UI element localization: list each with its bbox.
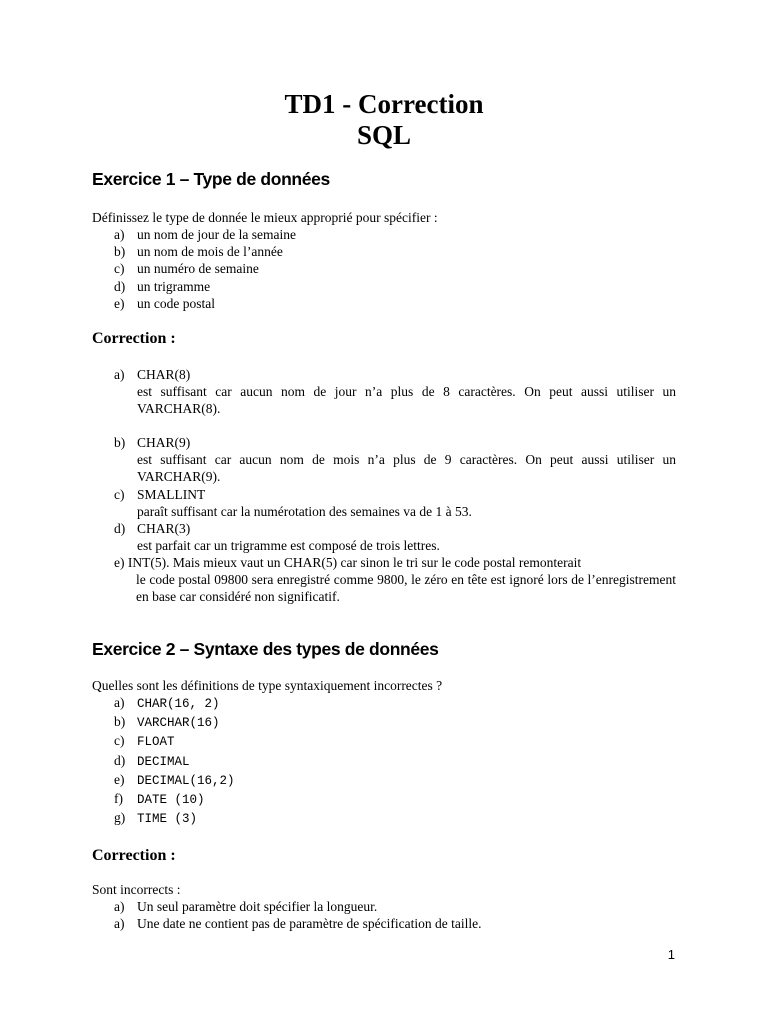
list-item xyxy=(114,771,235,790)
correction-item-label: e) xyxy=(114,555,125,570)
correction-item-type: INT(5). Mais mieux vaut un CHAR(5) car sinon le tri sur le code postal remonterait xyxy=(127,555,582,570)
list-item-text: un nom de mois de l’année xyxy=(137,244,283,260)
correction-item-text: paraît suffisant car la numérotation des semaines va de 1 à 53. xyxy=(137,504,472,520)
list-item xyxy=(114,226,296,243)
list-item-text: Un seul paramètre doit spécifier la longueur. xyxy=(137,899,378,914)
list-item-code: DECIMAL xyxy=(137,754,190,769)
list-item-code: TIME (3) xyxy=(137,812,198,827)
correction-item xyxy=(114,486,676,520)
correction-item-text: le code postal 09800 sera enregistré comme 9800, le zéro en tête est ignoré lors de l’enregistrement en base car considéré non significatif. xyxy=(136,572,676,605)
list-item-code: VARCHAR(16) xyxy=(137,716,220,731)
correction-item-label: a) xyxy=(114,367,125,382)
correction-item-text: est parfait car un trigramme est composé de trois lettres. xyxy=(137,538,440,554)
list-item-label: a) xyxy=(114,695,125,710)
correction-item-label: c) xyxy=(114,487,125,502)
exercise-2-intro: Quelles sont les définitions de type syntaxiquement incorrectes ? xyxy=(92,678,443,693)
list-item xyxy=(114,295,296,312)
list-item xyxy=(114,713,235,732)
correction-item-type: CHAR(8) xyxy=(137,367,191,382)
correction-item-first-line xyxy=(114,554,676,571)
list-item-label: e) xyxy=(114,295,125,311)
document-subtitle: SQL xyxy=(356,120,412,150)
list-item xyxy=(114,694,235,713)
list-item xyxy=(114,278,296,295)
document-title: TD1 - Correction xyxy=(284,89,484,119)
list-item-text: Une date ne contient pas de paramètre de spécification de taille. xyxy=(137,916,482,932)
list-item-label: d) xyxy=(114,278,126,294)
exercise-1-heading: Exercice 1 – Type de données xyxy=(92,169,330,189)
correction-item xyxy=(114,520,676,554)
correction-item-type: SMALLINT xyxy=(137,487,206,502)
exercise-1-list xyxy=(114,226,296,312)
list-item-text: un code postal xyxy=(137,295,215,311)
correction-item xyxy=(114,554,676,606)
list-item-label: g) xyxy=(114,810,126,826)
list-item-label: e) xyxy=(114,771,125,787)
list-item-label: d) xyxy=(114,752,126,768)
list-item-text: un nom de jour de la semaine xyxy=(137,227,296,242)
exercise-2-heading: Exercice 2 – Syntaxe des types de données xyxy=(92,639,439,659)
list-item-code: FLOAT xyxy=(137,735,175,750)
list-item xyxy=(114,790,235,809)
correction-item-text: est suffisant car aucun nom de jour n’a plus de 8 caractères. On peut aussi utiliser un VARCHAR(8). xyxy=(137,384,676,417)
list-item xyxy=(114,732,235,751)
list-item-label: a) xyxy=(114,916,125,932)
correction-item-type: CHAR(9) xyxy=(137,435,191,450)
exercise-2-list xyxy=(114,694,235,828)
list-item-label: c) xyxy=(114,261,125,277)
correction-item-type: CHAR(3) xyxy=(137,521,191,536)
exercise-1-correction-heading: Correction : xyxy=(92,330,176,347)
list-item-code: DATE (10) xyxy=(137,793,205,808)
correction-item-text: est suffisant car aucun nom de mois n’a plus de 9 caractères. On peut aussi utiliser un VARCHAR(9). xyxy=(137,452,676,485)
list-item-label: b) xyxy=(114,244,126,260)
list-item-text: un numéro de semaine xyxy=(137,261,259,277)
exercise-1-intro: Définissez le type de donnée le mieux approprié pour spécifier : xyxy=(92,210,438,225)
correction-item xyxy=(114,434,676,486)
list-item-label: f) xyxy=(114,791,123,807)
list-item-label: a) xyxy=(114,227,125,242)
list-item-label: c) xyxy=(114,733,125,749)
list-item-code: CHAR(16, 2) xyxy=(137,697,220,711)
list-item xyxy=(114,243,296,260)
correction-item-label: d) xyxy=(114,521,126,536)
correction-item xyxy=(114,366,676,418)
list-item xyxy=(114,752,235,771)
list-item xyxy=(114,915,481,932)
list-item-text: un trigramme xyxy=(137,278,211,294)
list-item-label: a) xyxy=(114,899,125,914)
list-item-label: b) xyxy=(114,714,126,730)
list-item-code: DECIMAL(16,2) xyxy=(137,773,235,788)
page-number: 1 xyxy=(667,947,675,962)
list-item xyxy=(114,898,481,915)
list-item xyxy=(114,260,296,277)
list-item xyxy=(114,809,235,828)
exercise-2-correction-list xyxy=(114,898,481,932)
exercise-2-correction-intro: Sont incorrects : xyxy=(92,882,181,897)
exercise-2-correction-heading: Correction : xyxy=(92,847,176,864)
correction-item-label: b) xyxy=(114,435,126,450)
